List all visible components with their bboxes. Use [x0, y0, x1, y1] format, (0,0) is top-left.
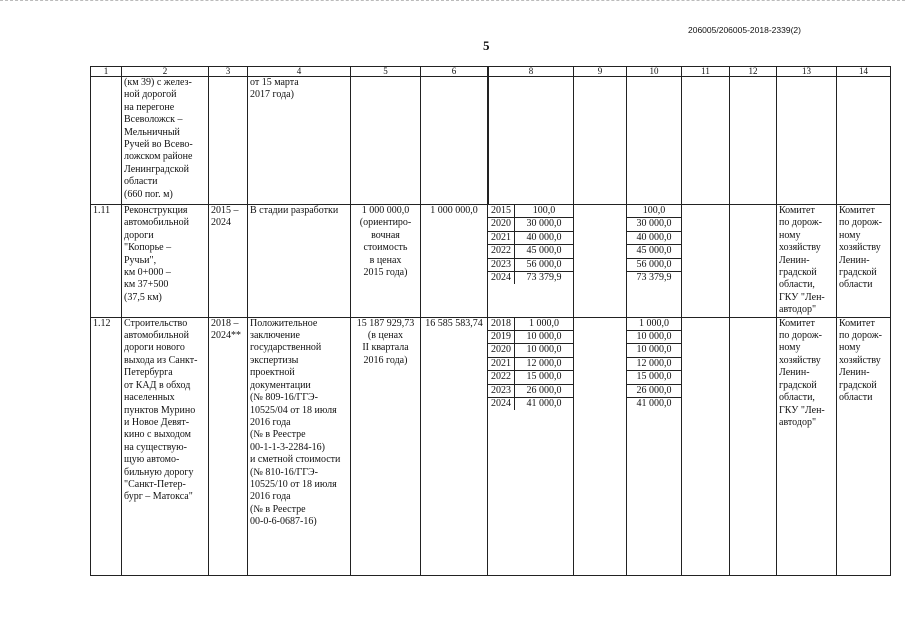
cell-line: 2015 года)	[363, 267, 408, 279]
column-number-row	[91, 67, 891, 77]
col-number: 8	[489, 67, 574, 77]
funding-amount: 56 000,0	[627, 258, 681, 271]
funding-year-row	[488, 218, 573, 231]
funding-amount: 10 000,0	[515, 331, 574, 344]
cell-line: по дорож-	[779, 217, 822, 229]
cell-line: и Новое Девят-	[124, 416, 190, 428]
cell-line: ному	[839, 342, 861, 354]
cell-line: вочная	[371, 229, 400, 241]
col-number: 3	[209, 67, 248, 77]
cell-line: документации	[250, 379, 311, 391]
cell-line: 15 187 929,73	[356, 317, 415, 329]
funding-year-row	[488, 245, 573, 258]
cell-line: ложском районе	[124, 151, 193, 163]
cell-line: Комитет	[839, 317, 875, 329]
funding-amount: 12 000,0	[627, 357, 681, 370]
cell-line: (37,5 км)	[124, 291, 162, 303]
funding-year-row	[488, 344, 573, 357]
funding-year-row	[488, 318, 573, 331]
cell-line: 10525/10 от 18 июля	[250, 478, 337, 490]
project-name	[122, 205, 209, 318]
cell-line: от 15 марта	[250, 77, 299, 88]
cell-line: Мельничный	[124, 126, 180, 138]
cell-line: ГКУ "Лен-	[779, 291, 825, 303]
cell-line: пунктов Мурино	[124, 404, 196, 416]
cell-line: 2016 года	[250, 416, 291, 428]
year: 2023	[488, 258, 515, 271]
total-cost: 16 585 583,74	[421, 317, 488, 575]
cell-line: области,	[779, 392, 815, 404]
cell-line: 2016 года)	[363, 354, 408, 366]
funding-amount: 56 000,0	[515, 258, 574, 271]
cell-line: Ручей во Всево-	[124, 139, 193, 151]
estimated-cost	[351, 317, 421, 575]
year: 2019	[488, 331, 515, 344]
cell-line: Строительство	[124, 317, 188, 329]
cell-line: проектной	[250, 367, 295, 379]
cell-line: бильную дорогу	[124, 466, 194, 478]
col-number: 1	[91, 67, 122, 77]
cell-line: градской	[839, 267, 877, 279]
funding-amount: 12 000,0	[515, 357, 574, 370]
cell-line: Комитет	[839, 205, 875, 216]
funding-amount: 10 000,0	[515, 344, 574, 357]
cell-line: Ленин-	[839, 254, 870, 266]
year: 2020	[488, 218, 515, 231]
cell-line: стоимость	[363, 242, 408, 254]
cell-line: на перегоне	[124, 101, 175, 113]
cell-line: В стадии разработки	[250, 205, 339, 216]
cell-line: км 37+500	[124, 279, 169, 291]
col-number: 13	[777, 67, 837, 77]
col-number: 11	[682, 67, 730, 77]
col-number: 9	[574, 67, 627, 77]
cell-line: кино с выходом	[124, 429, 191, 441]
funding-amount: 1 000,0	[515, 318, 574, 331]
cell-line: (ориентиро-	[359, 217, 412, 229]
cell-line: (№ 810-16/ГГЭ-	[250, 466, 318, 478]
funding-values	[627, 318, 681, 411]
cell-line: Положительное	[250, 317, 318, 329]
cell-line: хозяйству	[839, 242, 881, 254]
table-row-continued	[91, 77, 891, 205]
cell-line: ной дорогой	[124, 89, 177, 101]
year: 2024	[488, 271, 515, 284]
customer-org	[837, 317, 891, 575]
cell-line: 00-1-1-3-2284-16)	[250, 441, 325, 453]
cell-line: государственной	[250, 342, 322, 354]
cell-line: градской	[779, 267, 817, 279]
cell-line: (км 39) с желез-	[124, 77, 192, 88]
project-status	[248, 205, 351, 318]
cell-line: (№ 809-16/ГГЭ-	[250, 392, 318, 404]
funding-amount: 45 000,0	[515, 245, 574, 258]
customer-org	[837, 205, 891, 318]
year: 2024	[488, 398, 515, 411]
funding-year-row	[488, 258, 573, 271]
col-number: 5	[351, 67, 421, 77]
cell-line: 2017 года)	[250, 89, 294, 101]
funding-year-row	[488, 357, 573, 370]
cell-line: Комитет	[779, 317, 815, 329]
col-number: 6	[421, 67, 488, 77]
cell-line: 1 000 000,0	[361, 205, 410, 216]
funding-year-row	[488, 205, 573, 218]
responsible-org	[777, 317, 837, 575]
year: 2020	[488, 344, 515, 357]
cell-line: Комитет	[779, 205, 815, 216]
cell-line: выхода из Санкт-	[124, 354, 198, 366]
cell-line: "Санкт-Петер-	[124, 478, 186, 490]
cell-line: ному	[779, 342, 801, 354]
cell-line: ному	[839, 229, 861, 241]
project-period	[209, 317, 248, 575]
funding-by-year	[488, 205, 573, 284]
year: 2021	[488, 231, 515, 244]
funding-amount: 1 000,0	[627, 318, 681, 331]
table-row	[91, 205, 891, 318]
funding-year-row	[488, 271, 573, 284]
col-number: 14	[837, 67, 891, 77]
col-number: 2	[122, 67, 209, 77]
estimated-cost	[351, 205, 421, 318]
project-table	[90, 66, 891, 576]
table-row	[91, 317, 891, 575]
cell-line: хозяйству	[779, 354, 821, 366]
col-number: 12	[730, 67, 777, 77]
total-cost: 1 000 000,0	[421, 205, 488, 318]
yearly-funding	[488, 317, 574, 575]
cell-line: (660 пог. м)	[124, 188, 173, 200]
cell-line: (№ в Реестре	[250, 429, 306, 441]
funding-amount: 15 000,0	[627, 371, 681, 384]
cell-line: Всеволожск –	[124, 114, 183, 126]
project-status	[248, 77, 351, 205]
cell-line: автодор"	[779, 416, 817, 428]
cell-line: области	[839, 279, 873, 291]
cell-line: ГКУ "Лен-	[779, 404, 825, 416]
funding-amount: 26 000,0	[627, 384, 681, 397]
cell-line: на существую-	[124, 441, 187, 453]
cell-line: автомобильной	[124, 330, 189, 342]
funding-amount: 30 000,0	[515, 218, 574, 231]
funding-amount: 100,0	[627, 205, 681, 218]
yearly-funding	[488, 205, 574, 318]
cell-line: Ручьи",	[124, 254, 157, 266]
funding-amount: 41 000,0	[526, 398, 562, 409]
cell-line: Ленин-	[839, 367, 870, 379]
funding-amount: 40 000,0	[627, 231, 681, 244]
cell-line: области	[124, 176, 158, 188]
cell-line: области	[839, 392, 873, 404]
cell-line: "Копорье –	[124, 242, 172, 254]
cell-line: 2018 –	[211, 317, 239, 329]
year: 2018	[488, 318, 515, 331]
cell-line: II квартала	[362, 342, 409, 354]
cell-line: населенных	[124, 392, 175, 404]
document-id: 206005/206005-2018-2339(2)	[688, 25, 801, 35]
cell-line: 2024	[211, 217, 231, 229]
cell-line: от КАД в обход	[124, 379, 191, 391]
cell-line: Ленинградской	[124, 163, 189, 175]
cell-line: бург – Матокса"	[124, 491, 193, 503]
cell-line: 10525/04 от 18 июля	[250, 404, 337, 416]
funding-amount: 10 000,0	[627, 331, 681, 344]
page-number: 5	[483, 38, 490, 53]
cell-line: Петербурга	[124, 367, 173, 379]
col-number: 10	[627, 67, 682, 77]
yearly-funding-col10	[627, 205, 682, 318]
cell-line: хозяйству	[839, 354, 881, 366]
funding-year-row	[488, 231, 573, 244]
cell-line: по дорож-	[779, 330, 822, 342]
row-number: 1.12	[91, 317, 122, 575]
cell-line: Реконструкция	[124, 205, 188, 216]
cell-line: автодор"	[779, 304, 817, 316]
funding-amount: 73 379,9	[636, 271, 672, 283]
funding-amount: 40 000,0	[515, 231, 574, 244]
cell-line: Ленин-	[779, 367, 810, 379]
funding-amount: 41 000,0	[636, 398, 672, 409]
row-number: 1.11	[91, 205, 122, 318]
col-number: 4	[248, 67, 351, 77]
funding-year-row	[488, 398, 573, 411]
cell-line: заключение	[250, 330, 300, 342]
funding-amount: 10 000,0	[627, 344, 681, 357]
funding-amount: 45 000,0	[627, 245, 681, 258]
cell-line: хозяйству	[779, 242, 821, 254]
year: 2023	[488, 384, 515, 397]
cell-line: км 0+000 –	[124, 267, 171, 279]
yearly-funding-col10	[627, 317, 682, 575]
funding-year-row	[488, 371, 573, 384]
cell-line: в ценах	[369, 254, 402, 266]
responsible-org	[777, 205, 837, 318]
cell-line: экспертизы	[250, 354, 299, 366]
cell-line: 2016 года	[250, 491, 291, 503]
project-name	[122, 317, 209, 575]
cell-line: (в ценах	[367, 330, 404, 342]
funding-by-year	[488, 318, 573, 411]
cell-line: 2024**	[211, 330, 241, 342]
project-name	[122, 77, 209, 205]
cell-line: 2015 –	[211, 205, 239, 216]
cell-line: автомобильной	[124, 217, 189, 229]
year: 2015	[488, 205, 515, 218]
page-top-edge	[0, 0, 905, 1]
funding-amount: 100,0	[515, 205, 574, 218]
cell-line: ному	[779, 229, 801, 241]
funding-amount: 15 000,0	[515, 371, 574, 384]
cell-line: (№ в Реестре	[250, 503, 306, 515]
cell-line: по дорож-	[839, 330, 882, 342]
cell-line: 00-0-6-0687-16)	[250, 516, 317, 528]
funding-year-row	[488, 384, 573, 397]
project-period	[209, 205, 248, 318]
funding-amount: 30 000,0	[627, 218, 681, 231]
year: 2022	[488, 245, 515, 258]
funding-amount: 73 379,9	[526, 271, 562, 283]
funding-amount: 26 000,0	[515, 384, 574, 397]
cell-line: градской	[779, 379, 817, 391]
year: 2021	[488, 357, 515, 370]
cell-line: по дорож-	[839, 217, 882, 229]
cell-line: и сметной стоимости	[250, 454, 341, 466]
cell-line: градской	[839, 379, 877, 391]
cell-line: области,	[779, 279, 815, 291]
funding-values	[627, 205, 681, 284]
project-status	[248, 317, 351, 575]
cell-line: дороги	[124, 229, 154, 241]
funding-year-row	[488, 331, 573, 344]
cell-line: Ленин-	[779, 254, 810, 266]
cell-line: щую автомо-	[124, 454, 180, 466]
year: 2022	[488, 371, 515, 384]
cell-line: дороги нового	[124, 342, 185, 354]
